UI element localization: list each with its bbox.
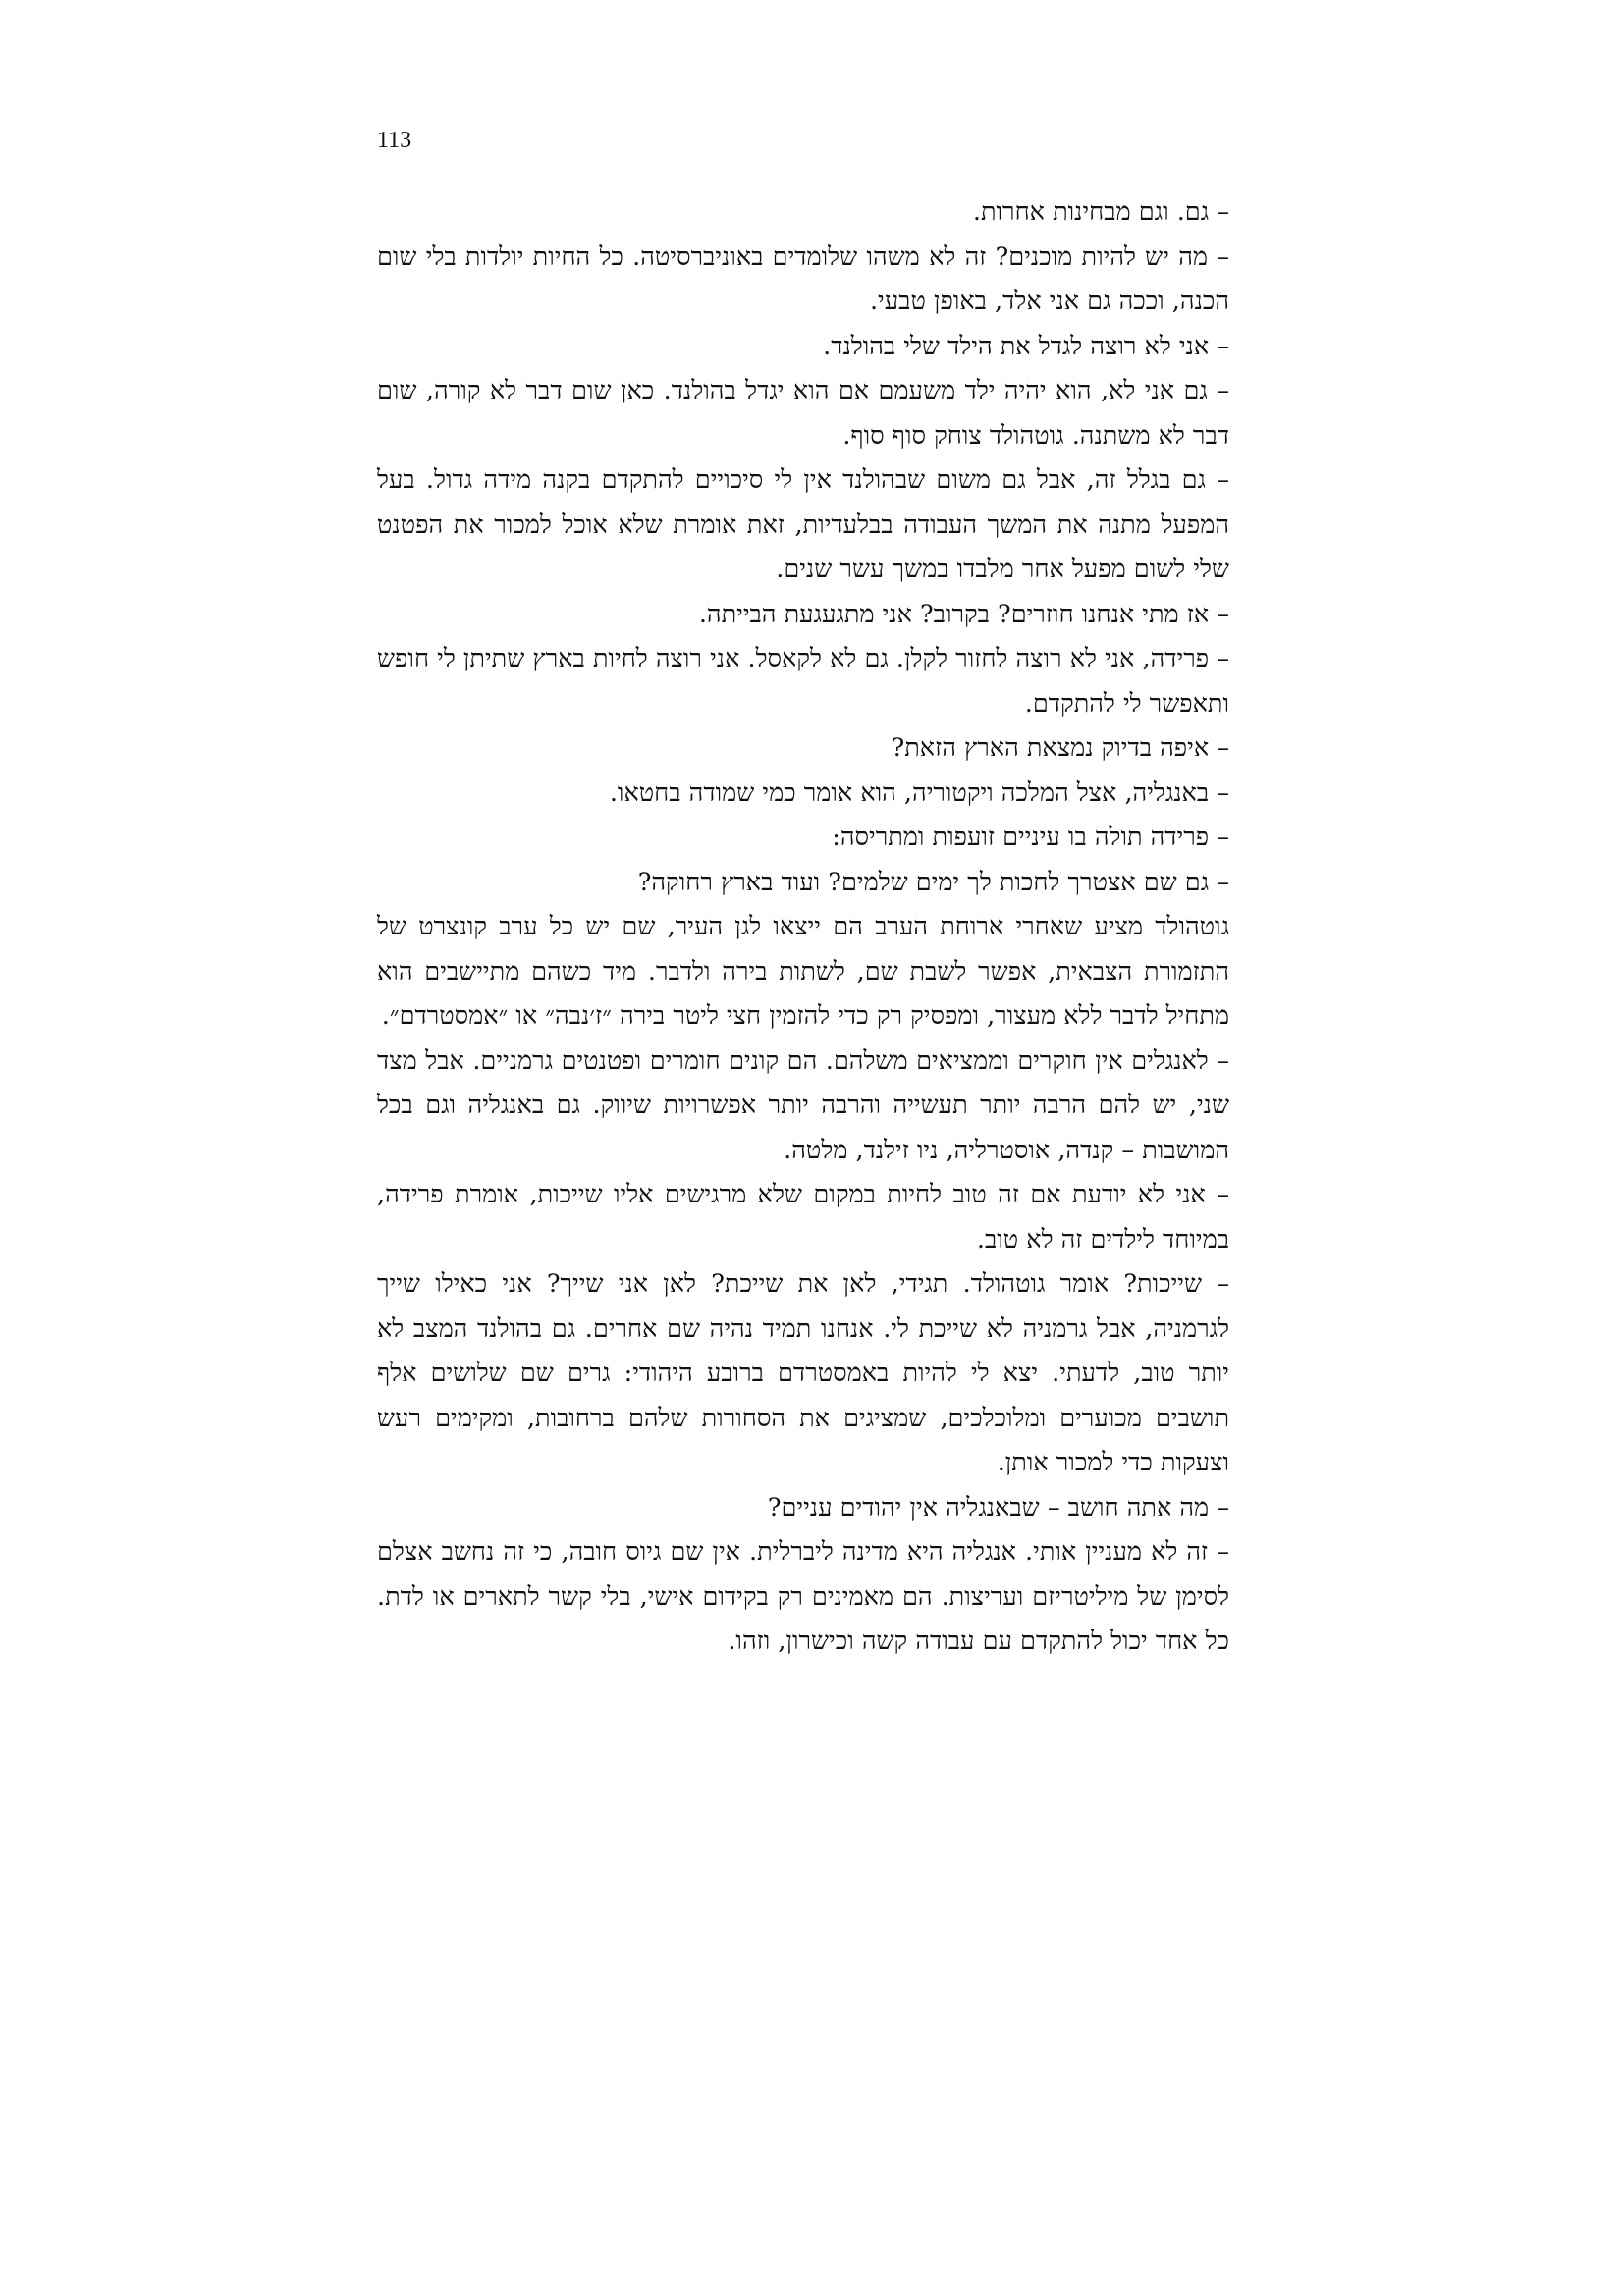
paragraph: – גם אני לא, הוא יהיה ילד משעמם אם הוא יגדל בהולנד. כאן שום דבר לא קורה, שום דבר לא משתנה. גוטהולד צוחק סוף סוף. [377,376,1229,451]
paragraph: – לאנגלים אין חוקרים וממציאים משלהם. הם קונים חומרים ופטנטים גרמניים. אבל מצד שני, יש להם הרבה יותר תעשייה והרבה יותר אפשרויות שיווק. גם באנגליה וגם בכל המושבות – קנדה, אוסטרליה, ניו זילנד, מלטה. [377,1045,1229,1165]
paragraph: – שייכות? אומר גוטהולד. תגידי, לאן את שייכת? לאן אני שייך? אני כאילו שייך לגרמניה, אבל גרמניה לא שייכת לי. אנחנו תמיד נהיה שם אחרים. גם בהולנד המצב לא יותר טוב, לדעתי. יצא לי להיות באמסטרדם ברובע היהודי: גרים שם שלושים אלף תושבים מכוערים ומלוכלכים, שמציגים את הסחורות שלהם ברחובות, ומקימים רעש וצעקות כדי למכור אותן. [377,1269,1229,1477]
paragraph: – איפה בדיוק נמצאת הארץ הזאת? [891,733,1229,763]
body-text [377,190,1229,1665]
paragraph: גוטהולד מציע שאחרי ארוחת הערב הם ייצאו לגן העיר, שם יש כל ערב קונצרט של התזמורת הצבאית, אפשר לשבת שם, לשתות בירה ולדבר. מיד כשהם מתיישבים הוא מתחיל לדבר ללא מעצור, ומפסיק רק כדי להזמין חצי ליטר בירה ״ז׳נבה״ או ״אמסטרדם״. [377,912,1229,1031]
paragraph: – זה לא מעניין אותי. אנגליה היא מדינה ליברלית. אין שם גיוס חובה, כי זה נחשב אצלם לסימן של מיליטריזם ועריצות. הם מאמינים רק בקידום אישי, בלי קשר לתארים או לדת. כל אחד יכול להתקדם עם עבודה קשה וכישרון, וזהו. [377,1537,1229,1656]
paragraph: – גם בגלל זה, אבל גם משום שבהולנד אין לי סיכויים להתקדם בקנה מידה גדול. בעל המפעל מתנה את המשך העבודה בבלעדיות, זאת אומרת שלא אוכל למכור את הפטנט שלי לשום מפעל אחר מלבדו במשך עשר שנים. [377,465,1229,584]
paragraph: – מה יש להיות מוכנים? זה לא משהו שלומדים באוניברסיטה. כל החיות יולדות בלי שום הכנה, וככה גם אני אלד, באופן טבעי. [377,241,1229,316]
paragraph: – מה אתה חושב – שבאנגליה אין יהודים עניים? [767,1492,1229,1522]
paragraph: – אני לא רוצה לגדל את הילד שלי בהולנד. [823,331,1229,361]
paragraph: – פרידה תולה בו עיניים זועפות ומתריסה: [832,823,1229,852]
paragraph: – אז מתי אנחנו חוזרים? בקרוב? אני מתגעגעת הבייתה. [698,599,1229,629]
paragraph: – פרידה, אני לא רוצה לחזור לקלן. גם לא לקאסל. אני רוצה לחיות בארץ שתיתן לי חופש ותאפשר לי להתקדם. [377,644,1229,719]
paragraph: – גם שם אצטרך לחכות לך ימים שלמים? ועוד בארץ רחוקה? [637,867,1229,897]
page-number: 113 [377,128,412,153]
paragraph: – באנגליה, אצל המלכה ויקטוריה, הוא אומר כמי שמודה בחטאו. [609,777,1229,808]
paragraph: – גם. וגם מבחינות אחרות. [972,197,1229,227]
paragraph: – אני לא יודעת אם זה טוב לחיות במקום שלא מרגישים אליו שייכות, אומרת פרידה, במיוחד לילדים זה לא טוב. [377,1180,1229,1255]
